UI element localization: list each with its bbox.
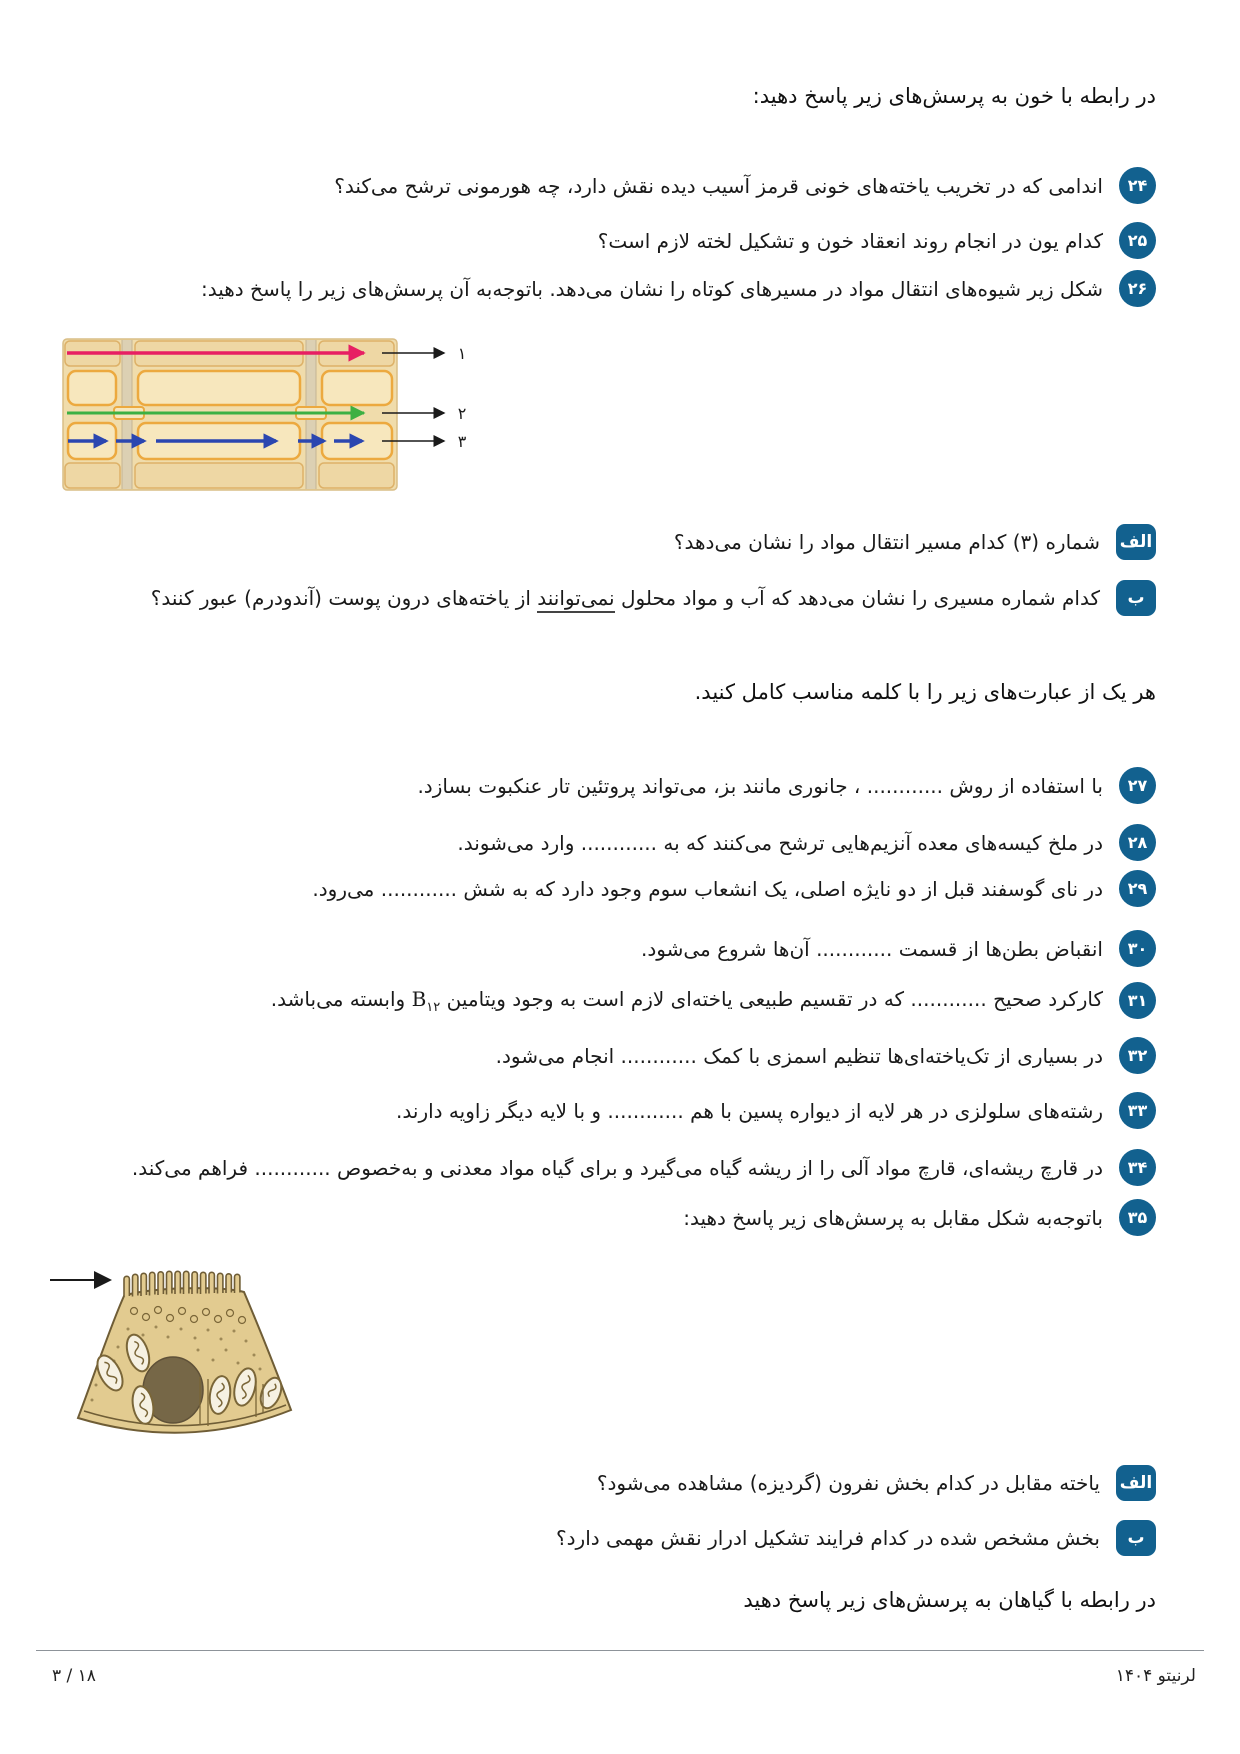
question-32-row	[496, 1037, 1156, 1074]
pathway-2-label: ۲	[457, 404, 467, 423]
question-27-row	[417, 767, 1156, 804]
question-26-number-badge: ۲۶	[1119, 270, 1156, 307]
question-26b-text: کدام شماره مسیری را نشان می‌دهد که آب و مواد محلول نمی‌توانند از یاخته‌های درون پوست (آندودرم) عبور کنند؟	[151, 586, 1100, 610]
question-26a-text: شماره (۳) کدام مسیر انتقال مواد را نشان می‌دهد؟	[673, 530, 1100, 554]
pathway-3-label: ۳	[457, 432, 467, 451]
question-33-number-badge: ۳۳	[1119, 1092, 1156, 1129]
question-34-row	[132, 1149, 1156, 1186]
question-33-row	[396, 1092, 1156, 1129]
footer-brand: لرنیتو ۱۴۰۴	[1115, 1666, 1196, 1686]
question-25-text: کدام یون در انجام روند انعقاد خون و تشکیل لخته لازم است؟	[597, 228, 1103, 253]
question-34-number-badge: ۳۴	[1119, 1149, 1156, 1186]
blood-section-intro: در رابطه با خون به پرسش‌های زیر پاسخ دهید:	[752, 84, 1156, 108]
question-24-number-badge: ۲۴	[1119, 167, 1156, 204]
question-31-text: کارکرد صحیح ............ که در تقسیم طبیعی یاخته‌ای لازم است به وجود ویتامین $B_{۱۲}$ وابسته می‌باشد.	[270, 986, 1103, 1015]
question-28-text: در ملخ کیسه‌های معده آنزیم‌هایی ترشح می‌کنند که به ............ وارد می‌شوند.	[457, 830, 1103, 855]
question-26a-badge: الف	[1116, 524, 1156, 560]
question-29-row	[312, 870, 1156, 907]
question-28-row	[457, 824, 1156, 861]
question-25-number-badge: ۲۵	[1119, 222, 1156, 259]
page-number: ۳ / ۱۸	[52, 1666, 96, 1686]
question-26b-row	[151, 580, 1156, 616]
footer-divider	[36, 1650, 1204, 1651]
question-31-row	[271, 982, 1156, 1019]
question-35-row	[683, 1199, 1156, 1236]
pathway-1-label: ۱	[457, 344, 467, 363]
question-26-text: شکل زیر شیوه‌های انتقال مواد در مسیرهای کوتاه را نشان می‌دهد. باتوجه‌به آن پرسش‌های زیر را پاسخ دهید:	[200, 276, 1103, 301]
question-25-row	[598, 222, 1156, 259]
question-34-text: در قارچ ریشه‌ای، قارچ مواد آلی را از ریشه گیاه می‌گیرد و برای گیاه مواد معدنی و به‌خصوص ............ فراهم می‌کند.	[131, 1155, 1103, 1180]
vitamin-b12-symbol: $B_{۱۲}$	[411, 986, 441, 1015]
plants-section-intro: در رابطه با گیاهان به پرسش‌های زیر پاسخ دهید	[743, 1588, 1156, 1612]
question-31-number-badge: ۳۱	[1119, 982, 1156, 1019]
question-28-number-badge: ۲۸	[1119, 824, 1156, 861]
question-35b-row	[556, 1520, 1156, 1556]
question-29-number-badge: ۲۹	[1119, 870, 1156, 907]
question-26-row	[201, 270, 1156, 307]
question-35a-text: یاخته مقابل در کدام بخش نفرون (گردیزه) مشاهده می‌شود؟	[596, 1471, 1100, 1495]
question-32-text: در بسیاری از تک‌یاخته‌ای‌ها تنظیم اسمزی با کمک ............ انجام می‌شود.	[495, 1043, 1103, 1068]
question-35-number-badge: ۳۵	[1119, 1199, 1156, 1236]
question-30-row	[641, 930, 1156, 967]
question-30-text: انقباض بطن‌ها از قسمت ............ آن‌ها شروع می‌شود.	[640, 936, 1103, 961]
bottom-strip-row	[65, 463, 394, 488]
underlined-word: نمی‌توانند	[537, 586, 614, 613]
question-35a-row	[597, 1465, 1156, 1501]
question-24-row	[334, 167, 1156, 204]
middle-cell-row	[68, 371, 392, 405]
question-33-text: رشته‌های سلولزی در هر لایه از دیواره پسین با هم ............ و با لایه دیگر زاویه دارند.	[396, 1098, 1103, 1123]
question-27-number-badge: ۲۷	[1119, 767, 1156, 804]
question-27-text: با استفاده از روش ............ ، جانوری مانند بز، می‌تواند پروتئین تار عنکبوت بسازد.	[417, 773, 1103, 798]
question-30-number-badge: ۳۰	[1119, 930, 1156, 967]
question-35a-badge: الف	[1116, 1465, 1156, 1501]
transport-pathways-figure	[62, 338, 474, 498]
question-32-number-badge: ۳۲	[1119, 1037, 1156, 1074]
question-26a-row	[674, 524, 1156, 560]
question-35b-badge: ب	[1116, 1520, 1156, 1556]
tubule-cell-figure	[48, 1255, 318, 1450]
question-24-text: اندامی که در تخریب یاخته‌های خونی قرمز آسیب دیده نقش دارد، چه هورمونی ترشح می‌کند؟	[334, 173, 1103, 198]
question-35-text: باتوجه‌به شکل مقابل به پرسش‌های زیر پاسخ دهید:	[683, 1205, 1103, 1230]
question-29-text: در نای گوسفند قبل از دو نایژه اصلی، یک انشعاب سوم وجود دارد که به شش ............ می‌رود.	[312, 876, 1103, 901]
question-26b-badge: ب	[1116, 580, 1156, 616]
fill-blank-section-intro: هر یک از عبارت‌های زیر را با کلمه مناسب کامل کنید.	[694, 680, 1156, 704]
question-35b-text: بخش مشخص شده در کدام فرایند تشکیل ادرار نقش مهمی دارد؟	[556, 1526, 1100, 1550]
